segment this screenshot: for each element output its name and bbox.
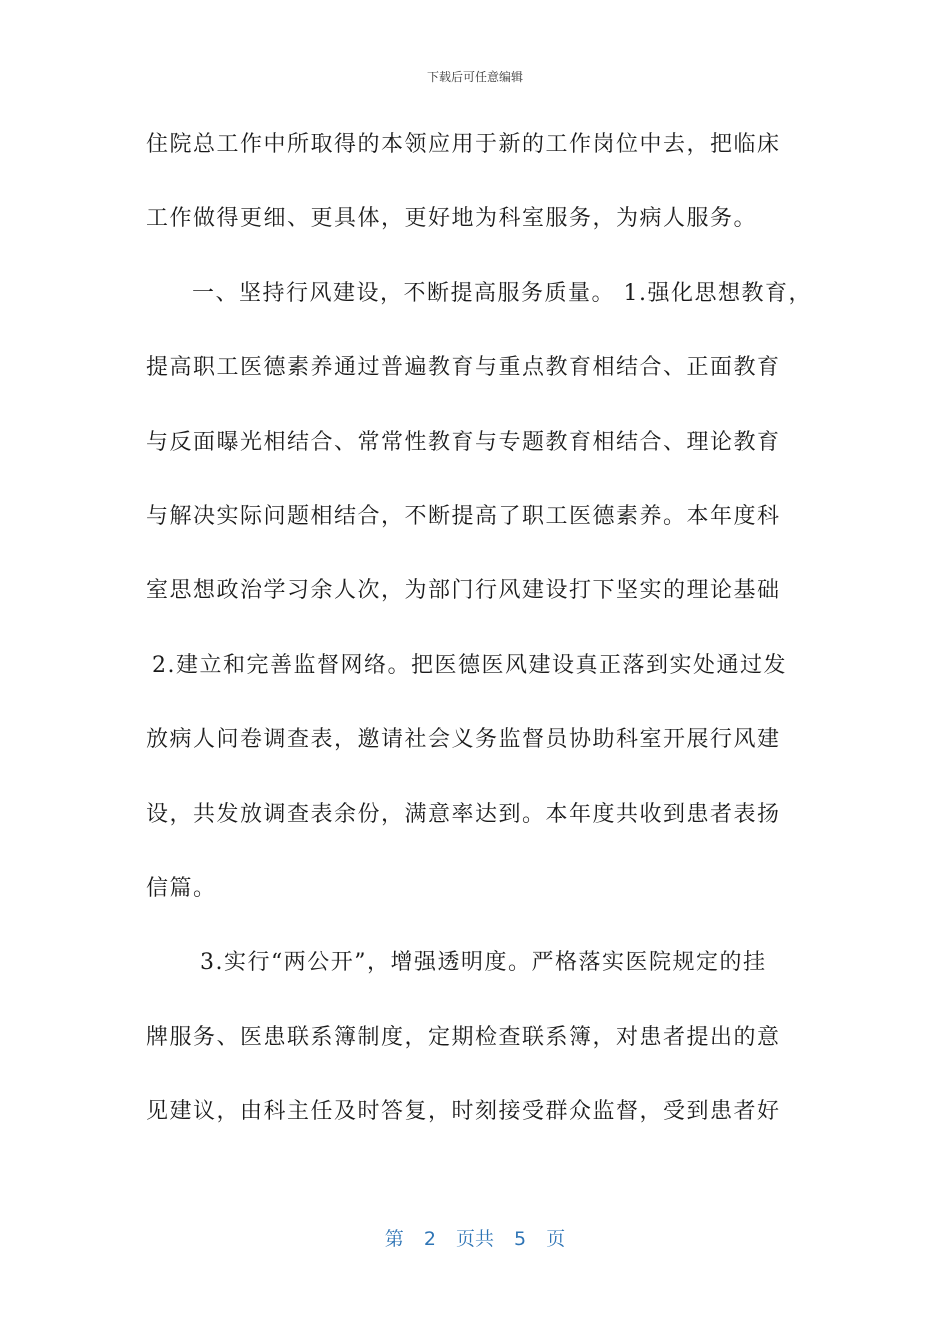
body-line-7: 室思想政治学习余人次，为部门行风建设打下坚实的理论基础 xyxy=(146,578,781,604)
body-line-2: 工作做得更细、更具体，更好地为科室服务，为病人服务。 xyxy=(146,206,758,232)
body-line-1: 住院总工作中所取得的本领应用于新的工作岗位中去，把临床 xyxy=(146,132,781,157)
footer-total-pages: 5 xyxy=(514,1228,527,1250)
body-line-10: 设，共发放调查表余份，满意率达到。本年度共收到患者表扬 xyxy=(146,801,781,827)
document-body xyxy=(146,118,812,1159)
page-footer xyxy=(0,1224,950,1251)
body-line-12: 3.实行“两公开”，增强透明度。严格落实医院规定的挂 xyxy=(200,950,767,976)
body-line-6: 与解决实际问题相结合，不断提高了职工医德素养。本年度科 xyxy=(146,503,781,529)
body-line-4: 提高职工医德素养通过普遍教育与重点教育相结合、正面教育 xyxy=(146,355,781,381)
body-line-14: 见建议，由科主任及时答复，时刻接受群众监督，受到患者好 xyxy=(146,1099,781,1125)
footer-middle: 页共 xyxy=(455,1228,494,1250)
page-header-note: 下载后可任意编辑 xyxy=(426,70,523,84)
body-line-9: 放病人问卷调查表，邀请社会义务监督员协助科室开展行风建 xyxy=(146,727,781,753)
body-line-8: 2.建立和完善监督网络。把医德医风建设真正落到实处通过发 xyxy=(152,652,787,678)
body-line-11: 信篇。 xyxy=(146,875,217,901)
footer-suffix: 页 xyxy=(546,1228,566,1250)
body-line-3: 一、坚持行风建设，不断提高服务质量。 1.强化思想教育， xyxy=(192,280,812,306)
footer-current-page: 2 xyxy=(423,1228,436,1250)
body-line-5: 与反面曝光相结合、常常性教育与专题教育相结合、理论教育 xyxy=(146,429,781,455)
body-line-13: 牌服务、医患联系簿制度，定期检查联系簿，对患者提出的意 xyxy=(146,1024,781,1050)
footer-prefix: 第 xyxy=(384,1228,404,1250)
